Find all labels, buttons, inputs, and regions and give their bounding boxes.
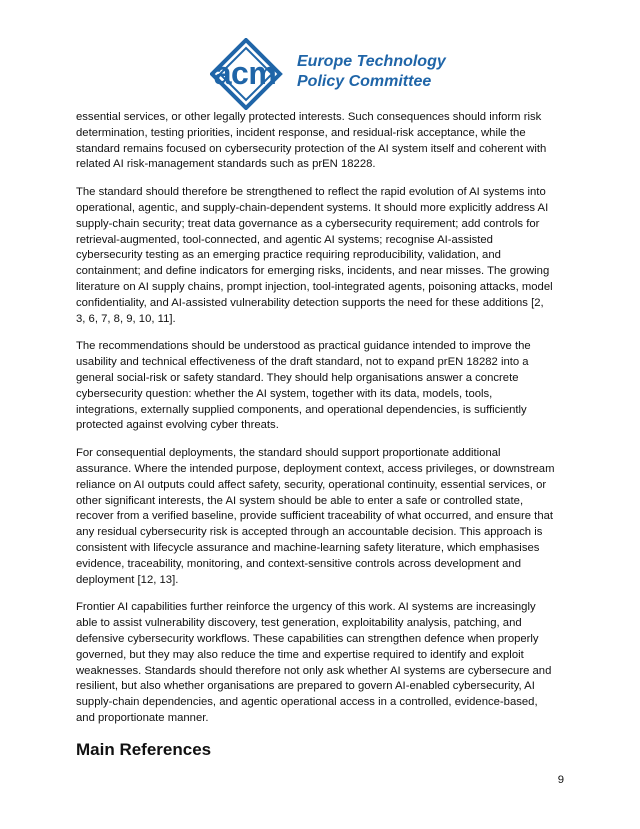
paragraph-1: essential services, or other legally protected interests. Such consequences should inform risk determination, testing priorities, incident response, and residual-risk acceptance, while the standard remains focused on cybersecurity protection of the AI system itself and coherent with related AI risk-management standards such as prEN 18228. (76, 111, 547, 171)
logo-line-2: Policy Committee (297, 73, 432, 90)
logo-line-1: Europe Technology (297, 53, 446, 70)
logo-acronym: acm (213, 55, 277, 91)
paragraph-3: The recommendations should be understood as practical guidance intended to improve the usability and technical effectiveness of the draft standard, not to expand prEN 18282 into a general social-risk or safety standard. They should help organisations answer a concrete cybersecurity question: whether the AI system, together with its data, models, tools, integrations, externally supplied components, and operational dependencies, is sufficiently protected against evolving cyber threats. (76, 340, 531, 432)
document-body (76, 110, 566, 761)
paragraph-2: The standard should therefore be strengthened to reflect the rapid evolution of AI systems into operational, agentic, and supply-chain-dependent systems. It should more explicitly address AI supply-chain security; treat data governance as a cybersecurity requirement; add controls for retrieval-augmented, tool-connected, and agentic AI systems; recognise AI-assisted cybersecurity testing as an emerging practice requiring reproducibility, validation, and containment; and define indicators for emerging risks, incidents, and near misses. The growing literature on AI supply chains, prompt injection, tool-integrated agents, poisoning attacks, model confidentiality, and AI-assisted vulnerability detection supports the need for these additions [2, 3, 6, 7, 8, 9, 10, 11]. (76, 186, 553, 325)
logo-committee-name (297, 52, 446, 92)
page-number: 9 (557, 774, 564, 786)
section-heading: Main References (76, 739, 212, 759)
acm-europe-logo (210, 38, 446, 110)
paragraph-4: For consequential deployments, the standard should support proportionate additional assurance. Where the intended purpose, deployment context, access privileges, or downstream reliance on AI outputs could affect safety, security, operational continuity, essential services, or other significant interests, the AI system should be able to enter a safe or controlled state, recover from a verified baseline, provide sufficient traceability of what occurred, and ensure that any residual cybersecurity risk is accepted through an accountable decision. This approach is consistent with lifecycle assurance and machine-learning safety literature, which emphasises evidence, traceability, monitoring, and context-sensitive controls across development and deployment [12, 13]. (76, 447, 555, 586)
paragraph-5: Frontier AI capabilities further reinforce the urgency of this work. AI systems are increasingly able to assist vulnerability discovery, test generation, exploitability analysis, patching, and defensive cybersecurity workflows. These capabilities can strengthen defence when properly governed, but they may also reduce the time and expertise required to identify and exploit weaknesses. Standards should therefore not only ask whether AI systems are cybersecure and resilient, but also whether organisations are prepared to govern AI-enabled cybersecurity, AI supply-chain dependencies, and agentic operational access in a controlled, evidence-based, and proportionate manner. (76, 601, 552, 724)
